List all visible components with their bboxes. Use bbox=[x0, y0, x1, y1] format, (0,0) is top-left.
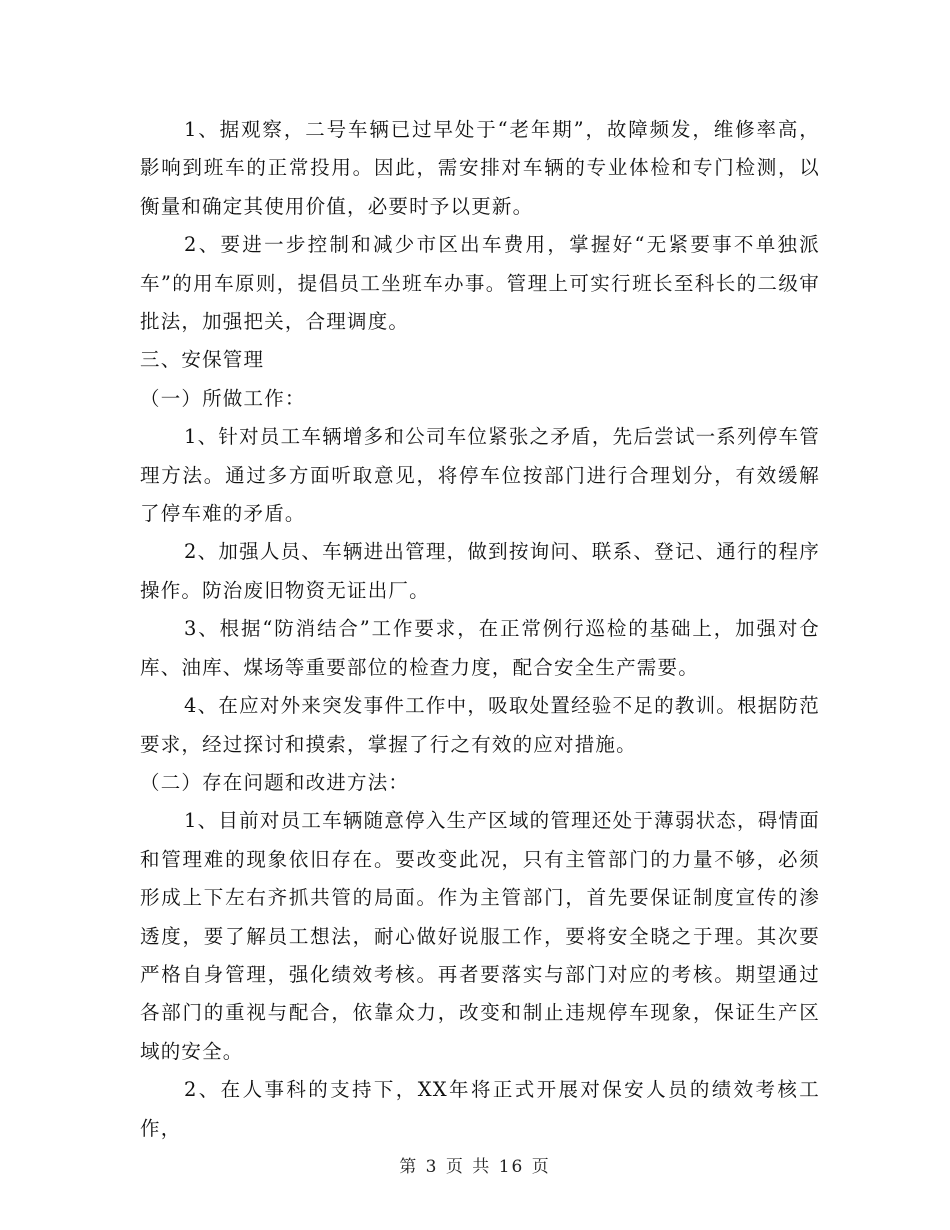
subheading-problems: （二）存在问题和改进方法： bbox=[140, 770, 410, 794]
paragraph-fire-prevention: 3、根据“防消结合”工作要求，在正常例行巡检的基础上，加强对仓库、油库、煤场等重要部位的检查力度，配合安全生产需要。 bbox=[140, 617, 820, 679]
paragraph-parking: 1、针对员工车辆增多和公司车位紧张之矛盾，先后尝试一系列停车管理方法。通过多方面听取意见，将停车位按部门进行合理划分，有效缓解了停车难的矛盾。 bbox=[140, 425, 820, 526]
paragraph-emergency: 4、在应对外来突发事件工作中，吸取处置经验不足的教训。根据防范要求，经过探讨和摸索，掌握了行之有效的应对措施。 bbox=[140, 694, 820, 756]
subheading-work-done: （一）所做工作： bbox=[140, 386, 306, 410]
paragraph-vehicle-aging: 1、据观察，二号车辆已过早处于“老年期”，故障频发，维修率高，影响到班车的正常投用。因此，需安排对车辆的专业体检和专门检测，以衡量和确定其使用价值，必要时予以更新。 bbox=[140, 118, 820, 218]
document-body bbox=[140, 111, 820, 1148]
paragraph-performance-review: 2、在人事科的支持下，XX年将正式开展对保安人员的绩效考核工作， bbox=[140, 1078, 820, 1140]
paragraph-vehicle-cost: 2、要进一步控制和减少市区出车费用，掌握好“无紧要事不单独派车”的用车原则，提倡员工坐班车办事。管理上可实行班长至科长的二级审批法，加强把关，合理调度。 bbox=[140, 233, 820, 334]
section-heading-security: 三、安保管理 bbox=[140, 348, 265, 372]
page-number-footer: 第 3 页 共 16 页 bbox=[399, 1157, 551, 1177]
paragraph-parking-problems: 1、目前对员工车辆随意停入生产区域的管理还处于薄弱状态，碍情面和管理难的现象依旧存在。要改变此况，只有主管部门的力量不够，必须形成上下左右齐抓共管的局面。作为主管部门，首先要保证制度宣传的渗透度，要了解员工想法，耐心做好说服工作，要将安全晓之于理。其次要严格自身管理，强化绩效考核。再者要落实与部门对应的考核。期望通过各部门的重视与配合，依靠众力，改变和制止违规停车现象，保证生产区域的安全。 bbox=[140, 809, 820, 1063]
paragraph-access-control: 2、加强人员、车辆进出管理，做到按询问、联系、登记、通行的程序操作。防治废旧物资无证出厂。 bbox=[140, 540, 820, 602]
